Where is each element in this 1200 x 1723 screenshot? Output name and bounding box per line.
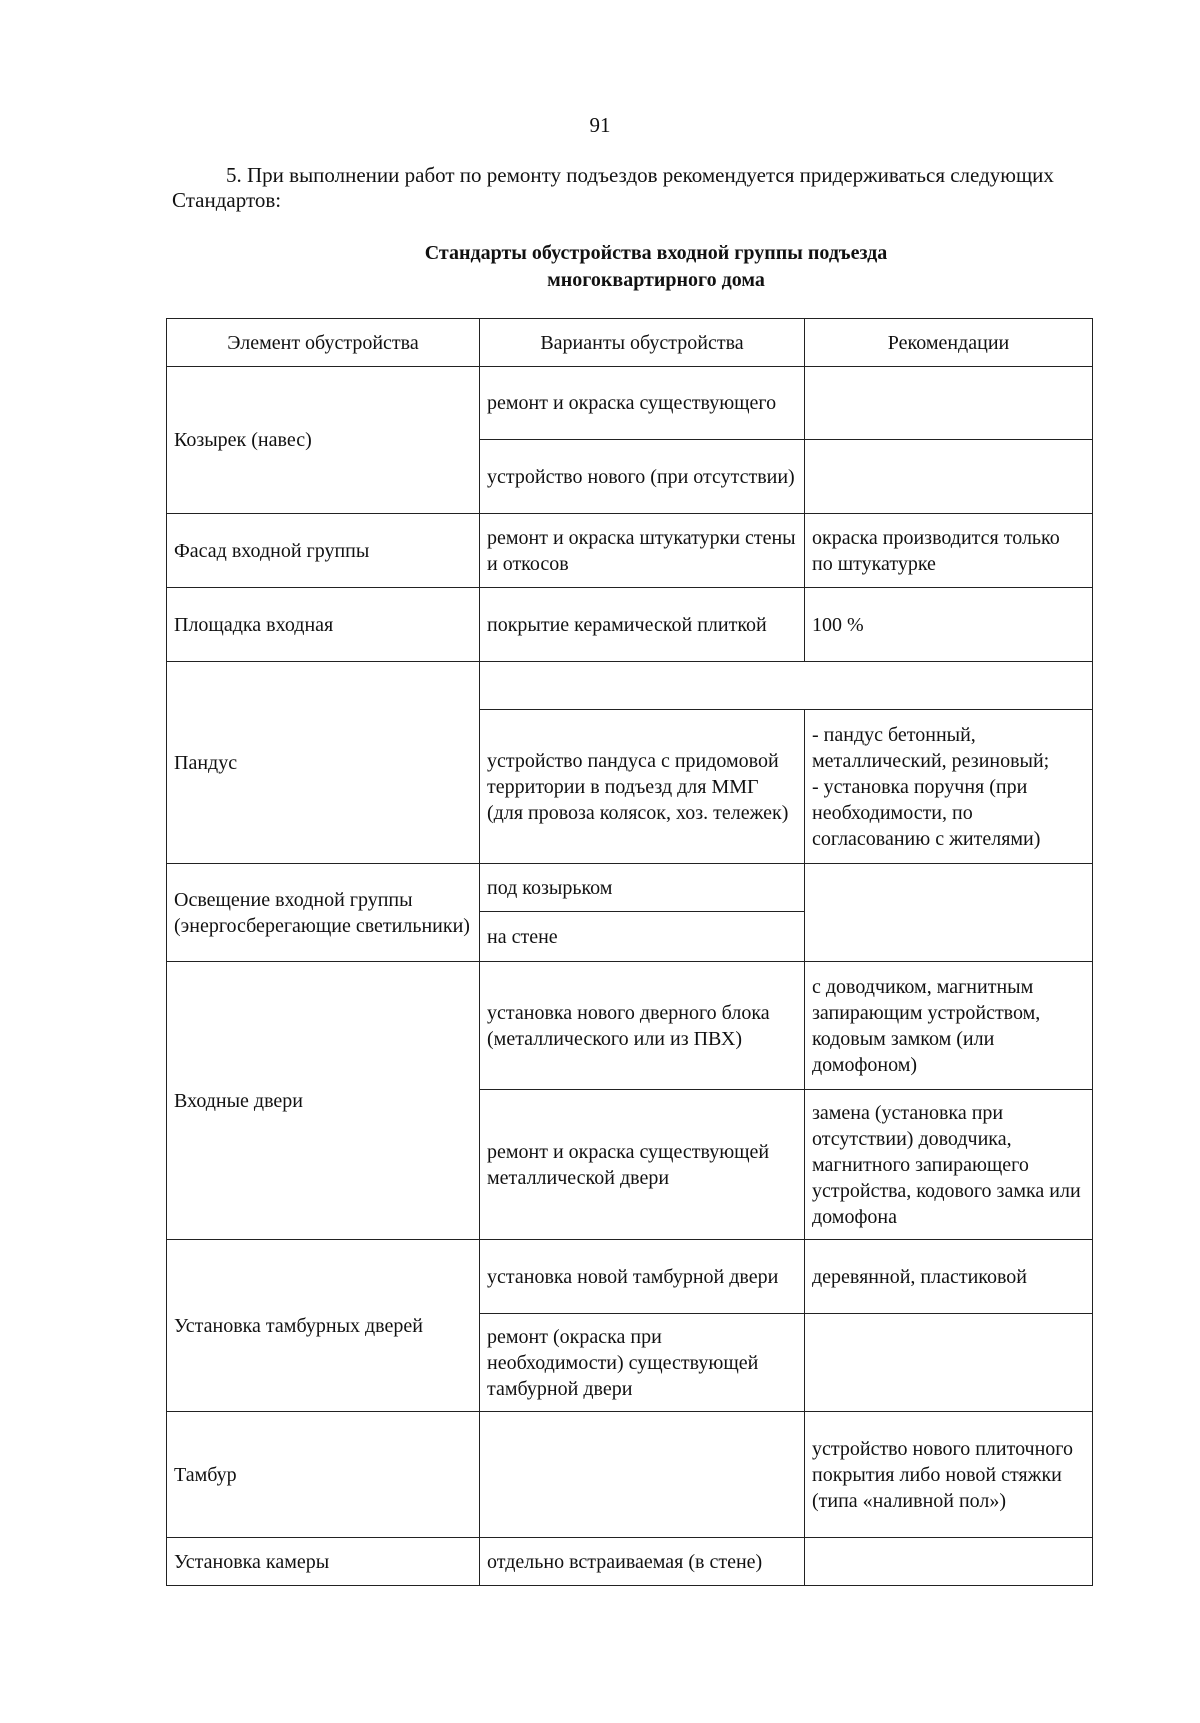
header-element: Элемент обустройства [167,319,480,367]
cell-element: Козырек (навес) [167,367,480,514]
page-number: 91 [589,113,611,137]
cell-variant: отдельно встраиваемая (в стене) [480,1538,805,1586]
cell-variant: под козырьком [480,864,805,912]
cell-recommendation [805,440,1093,514]
cell-variant: установка новой тамбурной двери [480,1240,805,1314]
cell-variant: ремонт (окраска при необходимости) существующей тамбурной двери [480,1314,805,1412]
cell-element: Пандус [167,662,480,864]
table-row [167,1240,1093,1314]
cell-recommendation [805,367,1093,440]
table-title-line-2: многоквартирного дома [547,269,765,291]
recommendation-line: - пандус бетонный, металлический, резиновый; [812,723,1050,772]
cell-element: Установка камеры [167,1538,480,1586]
cell-recommendation: с доводчиком, магнитным запирающим устройством, кодовым замком (или домофоном) [805,962,1093,1090]
cell-recommendation: окраска производится только по штукатурке [805,514,1093,588]
table-row [167,1538,1093,1586]
cell-recommendation: деревянной, пластиковой [805,1240,1093,1314]
cell-variant: устройство нового (при отсутствии) [480,440,805,514]
table-row [167,962,1093,1090]
table-title-line-1: Стандарты обустройства входной группы подъезда [424,242,888,264]
cell-variant: на стене [480,912,805,962]
cell-variant: устройство пандуса с придомовой территории в подъезд для ММГ (для провоза колясок, хоз. тележек) [480,710,805,864]
cell-element: Входные двери [167,962,480,1240]
cell-variant: покрытие керамической плиткой [480,588,805,662]
header-recommendations: Рекомендации [805,319,1093,367]
cell-recommendation: замена (установка при отсутствии) доводчика, магнитного запирающего устройства, кодового замка или домофона [805,1090,1093,1240]
cell-variant: ремонт и окраска существующей металлической двери [480,1090,805,1240]
cell-element: Площадка входная [167,588,480,662]
cell-variant: ремонт и окраска штукатурки стены и откосов [480,514,805,588]
cell-recommendation [805,864,1093,962]
table-row [167,588,1093,662]
standards-table [166,318,1093,1586]
table-title [0,240,1200,294]
recommendation-line: - установка поручня (при необходимости, по согласованию с жителями) [812,775,1041,850]
cell-element: Тамбур [167,1412,480,1538]
cell-element: Освещение входной группы (энергосберегающие светильники) [167,864,480,962]
cell-recommendation [805,1314,1093,1412]
table-row [167,367,1093,440]
table-row [167,514,1093,588]
cell-variant [480,1412,805,1538]
header-variants: Варианты обустройства [480,319,805,367]
cell-element: Фасад входной группы [167,514,480,588]
cell-empty [480,662,1093,710]
header-row [167,319,1093,367]
cell-element: Установка тамбурных дверей [167,1240,480,1412]
table-row [167,662,1093,710]
cell-recommendation: устройство нового плиточного покрытия либо новой стяжки (типа «наливной пол») [805,1412,1093,1538]
cell-recommendation [805,1538,1093,1586]
table-row [167,1412,1093,1538]
cell-recommendation [805,710,1093,864]
intro-paragraph: 5. При выполнении работ по ремонту подъездов рекомендуется придерживаться следующих Стандартов: [172,163,1054,212]
cell-variant: ремонт и окраска существующего [480,367,805,440]
cell-recommendation: 100 % [805,588,1093,662]
table-row [167,864,1093,912]
cell-variant: установка нового дверного блока (металлического или из ПВХ) [480,962,805,1090]
